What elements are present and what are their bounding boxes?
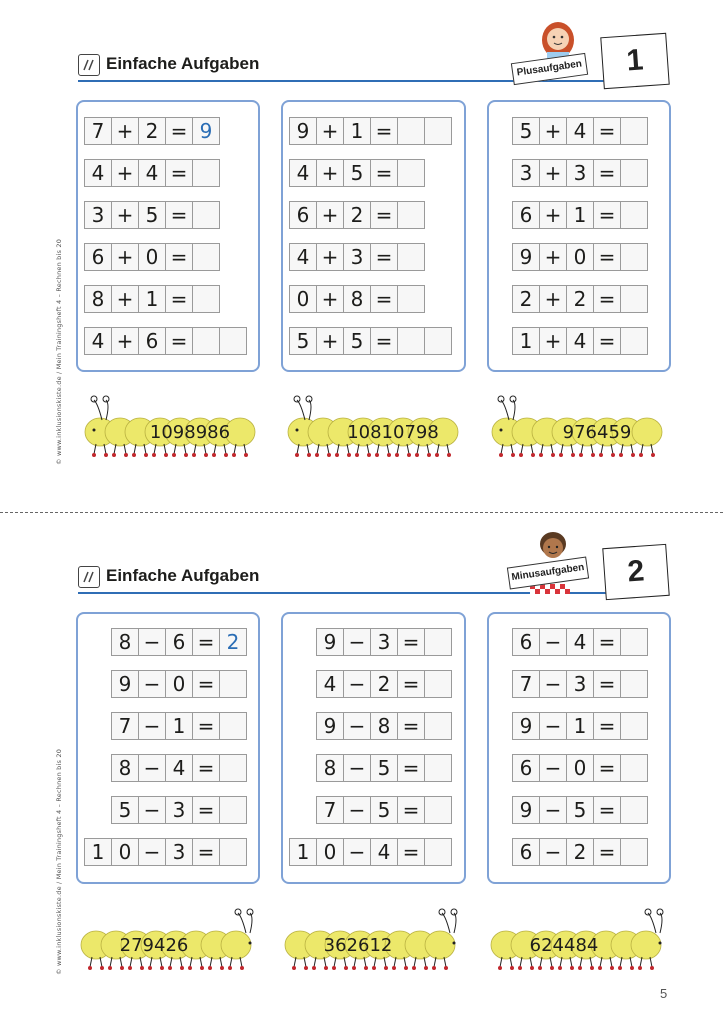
equation-row (512, 628, 648, 656)
equation-cell: − (343, 628, 371, 656)
equation-cell: 8 (343, 285, 371, 313)
equation-cell: = (397, 754, 425, 782)
answer-box[interactable] (424, 796, 452, 824)
equation-row (84, 159, 220, 187)
equation-cell: 9 (512, 712, 540, 740)
equation-row (512, 796, 648, 824)
equation-cell: + (111, 159, 139, 187)
equation-cell: 3 (165, 838, 193, 866)
equation-row (289, 838, 452, 866)
title-underline (78, 592, 608, 594)
equation-cell: = (192, 628, 220, 656)
equation-cell: 4 (84, 159, 112, 187)
equation-row (512, 712, 648, 740)
equation-row (111, 796, 247, 824)
answer-box[interactable] (620, 712, 648, 740)
answer-box[interactable] (424, 670, 452, 698)
equation-cell: 1 (84, 838, 112, 866)
equation-cell: = (165, 327, 193, 355)
equation-cell: 4 (566, 628, 594, 656)
equation-cell: 3 (566, 670, 594, 698)
equation-cell: + (111, 201, 139, 229)
equation-cell: − (539, 754, 567, 782)
equation-row (84, 201, 220, 229)
equation-cell: − (138, 796, 166, 824)
answer-box[interactable] (620, 117, 648, 145)
equation-cell: = (593, 285, 621, 313)
equation-cell: 8 (370, 712, 398, 740)
equation-cell: − (138, 754, 166, 782)
caterpillar-digits: 279426 (119, 935, 189, 956)
answer-box[interactable] (192, 159, 220, 187)
equation-cell: = (165, 159, 193, 187)
equation-cell: 8 (111, 754, 139, 782)
section-title: Einfache Aufgaben (106, 566, 260, 585)
equation-cell: 5 (512, 117, 540, 145)
equation-cell: = (593, 159, 621, 187)
equation-row (289, 285, 425, 313)
equation-cell: 3 (370, 628, 398, 656)
answer-box[interactable] (424, 327, 452, 355)
equation-cell: 4 (566, 327, 594, 355)
caterpillar-illustration (80, 392, 270, 462)
equation-cell: = (593, 796, 621, 824)
equation-row (316, 754, 452, 782)
answer-box[interactable] (620, 285, 648, 313)
caterpillar-digits: 1098986 (149, 422, 231, 443)
answer-box[interactable] (620, 754, 648, 782)
equation-cell: 2 (343, 201, 371, 229)
answer-written: 2 (219, 628, 247, 656)
equation-cell: 0 (566, 243, 594, 271)
answer-box[interactable] (219, 796, 247, 824)
equation-cell: 6 (512, 628, 540, 656)
equation-cell: 1 (566, 712, 594, 740)
equation-cell: = (593, 327, 621, 355)
equation-cell: 9 (289, 117, 317, 145)
equation-row (512, 285, 648, 313)
equation-cell: − (539, 628, 567, 656)
exercise-number-1: 1 (600, 33, 669, 89)
equation-cell: 4 (84, 327, 112, 355)
answer-box[interactable] (192, 201, 220, 229)
equation-cell: 5 (566, 796, 594, 824)
equation-row (316, 796, 452, 824)
equation-cell: 8 (111, 628, 139, 656)
page-number: 5 (660, 986, 668, 1001)
caterpillar-illustration (280, 905, 470, 975)
caterpillar-digits: 10810798 (347, 422, 439, 443)
equation-cell: + (316, 285, 344, 313)
equation-cell: = (370, 201, 398, 229)
equation-cell: 5 (111, 796, 139, 824)
caterpillar-digits: 976459 (562, 422, 632, 443)
equation-cell: 6 (289, 201, 317, 229)
equation-cell: + (316, 243, 344, 271)
equation-cell: 9 (316, 628, 344, 656)
equation-cell: = (397, 796, 425, 824)
equation-row (289, 159, 425, 187)
answer-box[interactable] (219, 327, 247, 355)
answer-box[interactable] (397, 159, 425, 187)
answer-box[interactable] (397, 243, 425, 271)
equation-cell: 9 (111, 670, 139, 698)
equation-cell: 6 (84, 243, 112, 271)
equation-cell: = (192, 712, 220, 740)
equation-cell: − (343, 838, 371, 866)
equation-cell: = (165, 243, 193, 271)
equation-cell: 3 (165, 796, 193, 824)
equation-cell: 0 (566, 754, 594, 782)
equation-cell: = (165, 201, 193, 229)
equation-row (316, 712, 452, 740)
equation-cell: 7 (512, 670, 540, 698)
equation-cell: + (539, 159, 567, 187)
equation-row (512, 838, 648, 866)
equation-cell: 1 (512, 327, 540, 355)
equation-cell: 8 (316, 754, 344, 782)
equation-cell: 7 (111, 712, 139, 740)
cut-line (0, 512, 723, 513)
equation-cell: 5 (138, 201, 166, 229)
equation-cell: + (316, 327, 344, 355)
section-title: Einfache Aufgaben (106, 54, 260, 73)
equation-row (512, 201, 648, 229)
answer-written: 9 (192, 117, 220, 145)
equation-cell: − (539, 838, 567, 866)
equation-cell: = (593, 243, 621, 271)
equation-cell: 4 (165, 754, 193, 782)
answer-box[interactable] (620, 796, 648, 824)
equation-row (512, 327, 648, 355)
equation-row (84, 327, 247, 355)
equation-cell: + (539, 117, 567, 145)
equation-cell: = (593, 117, 621, 145)
equation-row (84, 838, 247, 866)
equation-cell: 6 (138, 327, 166, 355)
equation-cell: = (593, 838, 621, 866)
equation-cell: = (397, 670, 425, 698)
plusaufgaben-label: Plusaufgaben (511, 53, 588, 85)
equation-row (316, 670, 452, 698)
equation-row (111, 670, 247, 698)
equation-cell: 6 (512, 754, 540, 782)
equation-row (316, 628, 452, 656)
answer-box[interactable] (424, 838, 452, 866)
equation-cell: = (192, 796, 220, 824)
equation-cell: = (192, 754, 220, 782)
equation-row (84, 285, 220, 313)
answer-box[interactable] (620, 159, 648, 187)
equation-cell: 6 (512, 838, 540, 866)
answer-box[interactable] (620, 201, 648, 229)
equation-row (512, 754, 648, 782)
answer-box[interactable] (620, 243, 648, 271)
equation-cell: 1 (566, 201, 594, 229)
equation-cell: − (343, 754, 371, 782)
equation-row (289, 327, 452, 355)
equation-cell: 2 (566, 838, 594, 866)
caterpillar-illustration (76, 905, 266, 975)
equation-row (289, 201, 425, 229)
equation-row (289, 243, 425, 271)
equation-cell: 3 (343, 243, 371, 271)
answer-box[interactable] (219, 838, 247, 866)
equation-cell: + (316, 159, 344, 187)
answer-box[interactable] (192, 285, 220, 313)
equation-cell: 4 (566, 117, 594, 145)
equation-cell: + (316, 201, 344, 229)
equation-cell: + (539, 285, 567, 313)
equation-cell: = (397, 628, 425, 656)
answer-box[interactable] (620, 327, 648, 355)
exercise-number-2: 2 (602, 544, 669, 600)
equation-cell: + (111, 285, 139, 313)
equation-cell: 3 (566, 159, 594, 187)
copyright-note-bottom: © www.inklusionskiste.de / Mein Trainingsheft 4 – Rechnen bis 20 (55, 748, 63, 975)
equation-cell: = (370, 243, 398, 271)
answer-box[interactable] (192, 243, 220, 271)
equation-cell: 4 (289, 159, 317, 187)
equation-row (512, 117, 648, 145)
equation-cell: 3 (84, 201, 112, 229)
checkered-shirt (530, 584, 570, 598)
answer-box[interactable] (620, 628, 648, 656)
equation-cell: 1 (343, 117, 371, 145)
equation-row (84, 117, 220, 145)
equation-cell: = (593, 670, 621, 698)
equation-cell: + (111, 117, 139, 145)
equation-cell: 5 (289, 327, 317, 355)
equation-cell: = (192, 838, 220, 866)
caterpillar-digits: 624484 (529, 935, 599, 956)
equation-cell: 1 (138, 285, 166, 313)
answer-box[interactable] (397, 201, 425, 229)
equation-cell: = (593, 712, 621, 740)
equation-cell: − (343, 796, 371, 824)
equation-cell: − (539, 796, 567, 824)
equation-cell: + (111, 327, 139, 355)
equation-cell: 9 (512, 243, 540, 271)
equation-cell: 0 (138, 243, 166, 271)
equation-cell: − (138, 670, 166, 698)
equation-cell: 6 (165, 628, 193, 656)
minusaufgaben-label: Minusaufgaben (507, 557, 589, 590)
answer-box[interactable] (424, 628, 452, 656)
equation-cell: 5 (343, 327, 371, 355)
equation-cell: 6 (512, 201, 540, 229)
equation-cell: 9 (512, 796, 540, 824)
equation-cell: 0 (165, 670, 193, 698)
equation-cell: = (593, 201, 621, 229)
equation-cell: = (593, 754, 621, 782)
equation-cell: = (370, 285, 398, 313)
equation-row (512, 243, 648, 271)
equation-row (111, 628, 247, 656)
equation-cell: 7 (84, 117, 112, 145)
answer-box[interactable] (219, 670, 247, 698)
equation-cell: + (316, 117, 344, 145)
equation-cell: 0 (111, 838, 139, 866)
pencil-task-icon (78, 54, 100, 76)
equation-cell: 1 (165, 712, 193, 740)
equation-cell: 2 (566, 285, 594, 313)
equation-cell: 0 (316, 838, 344, 866)
equation-cell: = (370, 327, 398, 355)
equation-row (289, 117, 452, 145)
copyright-note-top: © www.inklusionskiste.de / Mein Trainingsheft 4 – Rechnen bis 20 (55, 238, 63, 465)
answer-box[interactable] (424, 117, 452, 145)
caterpillar-illustration (487, 392, 677, 462)
answer-box[interactable] (424, 754, 452, 782)
equation-cell: 2 (512, 285, 540, 313)
equation-cell: 5 (370, 796, 398, 824)
pencil-task-icon (78, 566, 100, 588)
equation-cell: = (397, 838, 425, 866)
equation-cell: = (397, 712, 425, 740)
equation-cell: 0 (289, 285, 317, 313)
equation-row (111, 712, 247, 740)
answer-box[interactable] (620, 670, 648, 698)
equation-cell: = (192, 670, 220, 698)
caterpillar-digits: 362612 (323, 935, 393, 956)
answer-box[interactable] (620, 838, 648, 866)
equation-cell: 7 (316, 796, 344, 824)
equation-cell: − (343, 712, 371, 740)
answer-box[interactable] (397, 327, 425, 355)
equation-cell: 4 (289, 243, 317, 271)
answer-box[interactable] (219, 754, 247, 782)
equation-cell: 5 (343, 159, 371, 187)
equation-cell: 1 (289, 838, 317, 866)
equation-cell: 8 (84, 285, 112, 313)
caterpillar-illustration (486, 905, 676, 975)
answer-box[interactable] (397, 285, 425, 313)
equation-cell: − (138, 838, 166, 866)
equation-cell: + (539, 327, 567, 355)
equation-cell: − (138, 628, 166, 656)
equation-cell: − (539, 712, 567, 740)
equation-cell: 4 (316, 670, 344, 698)
caterpillar-illustration (283, 392, 473, 462)
equation-cell: = (593, 628, 621, 656)
equation-cell: − (343, 670, 371, 698)
equation-cell: 4 (138, 159, 166, 187)
equation-row (512, 159, 648, 187)
answer-box[interactable] (397, 117, 425, 145)
equation-cell: − (138, 712, 166, 740)
equation-cell: = (370, 117, 398, 145)
equation-row (84, 243, 220, 271)
equation-cell: + (539, 243, 567, 271)
equation-cell: 2 (370, 670, 398, 698)
equation-row (512, 670, 648, 698)
equation-cell: = (165, 117, 193, 145)
equation-cell: 5 (370, 754, 398, 782)
equation-cell: = (165, 285, 193, 313)
equation-row (111, 754, 247, 782)
equation-cell: 2 (138, 117, 166, 145)
equation-cell: − (539, 670, 567, 698)
answer-box[interactable] (424, 712, 452, 740)
equation-cell: 3 (512, 159, 540, 187)
equation-cell: 4 (370, 838, 398, 866)
equation-cell: + (111, 243, 139, 271)
equation-cell: = (370, 159, 398, 187)
answer-box[interactable] (219, 712, 247, 740)
equation-cell: + (539, 201, 567, 229)
equation-cell: 9 (316, 712, 344, 740)
answer-box[interactable] (192, 327, 220, 355)
